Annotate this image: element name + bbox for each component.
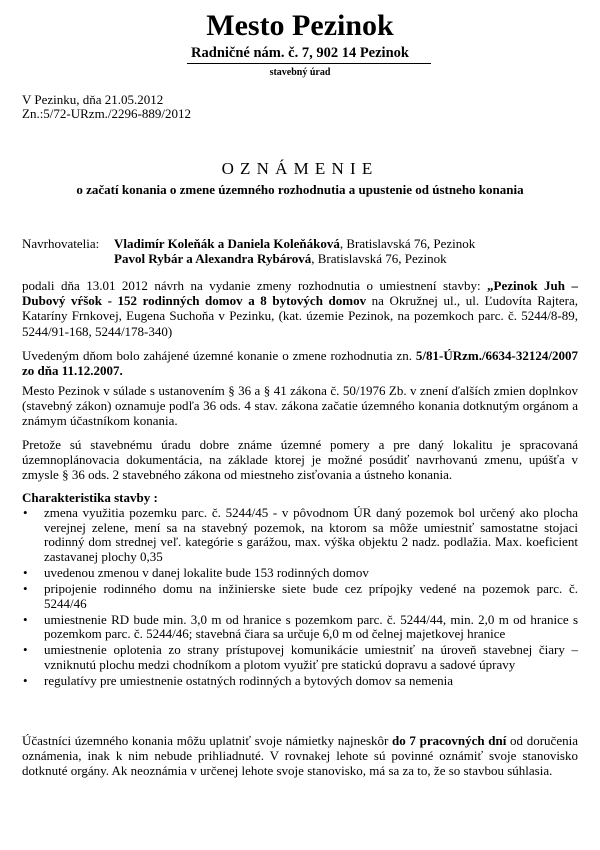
project-name: „Pezinok Juh – Dubový vŕšok - 152 rodinných domov a 8 bytových domov: [22, 278, 578, 309]
characteristics-list: [22, 506, 578, 690]
paragraph-proceedings: [22, 348, 578, 378]
bullet-icon: •: [23, 642, 28, 658]
list-item-text: regulatívy pre umiestnenie ostatných rodinných a bytových domov sa nemenia: [44, 673, 454, 689]
project-location: na Okružnej ul., ul. Ľudovíta Rajtera, Kataríny Frnkovej, Eugena Suchoňa v Pezinku, (kat. územie Pezinok, na pozemkoch parc. č. 5244/8-89, 5244/91-168, 5244/178-340): [22, 293, 578, 339]
list-item: [22, 566, 578, 581]
list-item: [22, 506, 578, 564]
place-date: V Pezinku, dňa 21.05.2012: [22, 92, 164, 107]
reference-number: Zn.:5/72-URzm./2296-889/2012: [22, 106, 191, 121]
page-title: Mesto Pezinok: [206, 9, 394, 42]
header-divider: [187, 63, 431, 64]
paragraph-legal-basis: Mesto Pezinok v súlade s ustanovením § 36 a § 41 zákona č. 50/1976 Zb. v znení ďalších zmien doplnkov (stavebný zákon) oznamuje podľa 36 ods. 4 stav. zákona začatie územného konania dotknutým orgánom a známym účastníkom konania.: [22, 383, 578, 429]
office-name: stavebný úrad: [269, 67, 331, 78]
list-item-text: umiestnenie oplotenia zo strany prístupovej komunikácie umiestniť na úroveň stavebnej čiary – vzniknutú plochu medzi chodníkom a plotom využiť pre statickú dopravu a sadové úpravy: [44, 642, 578, 672]
paragraph-proceedings-text: Uvedeným dňom bolo zahájené územné konanie o zmene rozhodnutia zn.: [22, 348, 416, 363]
applicant-names-1: Vladimír Koleňák a Daniela Koleňáková: [114, 236, 340, 251]
notice-heading: OZNÁMENIE: [221, 159, 379, 178]
office-address: Radničné nám. č. 7, 902 14 Pezinok: [191, 45, 409, 61]
applicant-line-2: [22, 251, 582, 266]
applicant-names-2: Pavol Rybár a Alexandra Rybárová: [114, 251, 312, 266]
paragraph-waiver: Pretože sú stavebnému úradu dobre známe územné pomery a pre daný lokalitu je spracovaná územnoplánovacia dokumentácia, na základe ktorej je možné posúdiť navrhovanú zmenu, upúšťa v zmysle § 36 ods. 2 stavebného zákona od miestneho zisťovania a ústneho konania.: [22, 437, 578, 483]
applicants-label: Navrhovatelia:: [22, 236, 100, 251]
paragraph-application-text: podali dňa 13.01 2012 návrh na vydanie zmeny rozhodnutia o umiestnení stavby:: [22, 278, 488, 293]
bullet-icon: •: [23, 580, 28, 596]
decision-reference: 5/81-ÚRzm./6634-32124/2007 zo dňa 11.12.2007.: [22, 348, 578, 379]
bullet-icon: •: [23, 611, 28, 627]
paragraph-objections-rest: od doručenia oznámenia, inak k nim nebude prihliadnuté. V rovnakej lehote sú povinné oznámiť svoje stanovisko dotknuté orgány. Ak neoznámia v určenej lehote svoje stanovisko, má sa za to, že so stavbou súhlasia.: [22, 733, 578, 779]
list-item-text: umiestnenie RD bude min. 3,0 m od hranice s pozemkom parc. č. 5244/44, min. 2,0 m od hranice s pozemkom parc. č. 5244/46; stavebná čiara sa určuje 6,0 m od čelnej majetkovej hranice: [44, 611, 578, 642]
list-item: [22, 643, 578, 672]
objection-deadline: do 7 pracovných dní: [392, 733, 507, 748]
list-item: [22, 582, 578, 611]
bullet-icon: •: [23, 673, 28, 689]
applicant-address-2: , Bratislavská 76, Pezinok: [311, 251, 447, 266]
paragraph-objections-text: Účastníci územného konania môžu uplatniť svoje námietky najneskôr: [22, 733, 393, 748]
list-item-text: pripojenie rodinného domu na inžinierske siete bude cez prípojky vedené na pozemok parc. č. 5244/46: [44, 580, 578, 611]
characteristics-heading: Charakteristika stavby :: [22, 490, 158, 505]
list-item: [22, 613, 578, 642]
notice-subheading: o začatí konania o zmene územného rozhodnutia a upustenie od ústneho konania: [76, 182, 524, 197]
paragraph-application: [22, 278, 578, 339]
bullet-icon: •: [23, 505, 28, 520]
list-item-text: zmena využitia pozemku parc. č. 5244/45 - v pôvodnom ÚR daný pozemok bol určený ako plocha verejnej zelene, mení sa na stavebný pozemok, na ktorom sa môže umiestniť samostatne stojaci rodinný dom strednej veľ. kategórie s garážou, max. výška objektu 2 nadz. podlažia. Max. koeficient zastavanej plochy 0,35: [44, 505, 578, 564]
applicant-address-1: , Bratislavská 76, Pezinok: [339, 236, 476, 251]
applicants-block: [22, 236, 582, 266]
bullet-icon: •: [23, 564, 28, 580]
paragraph-objections: [22, 733, 578, 779]
list-item: [22, 674, 578, 689]
list-item-text: uvedenou zmenou v danej lokalite bude 153 rodinných domov: [44, 564, 369, 580]
